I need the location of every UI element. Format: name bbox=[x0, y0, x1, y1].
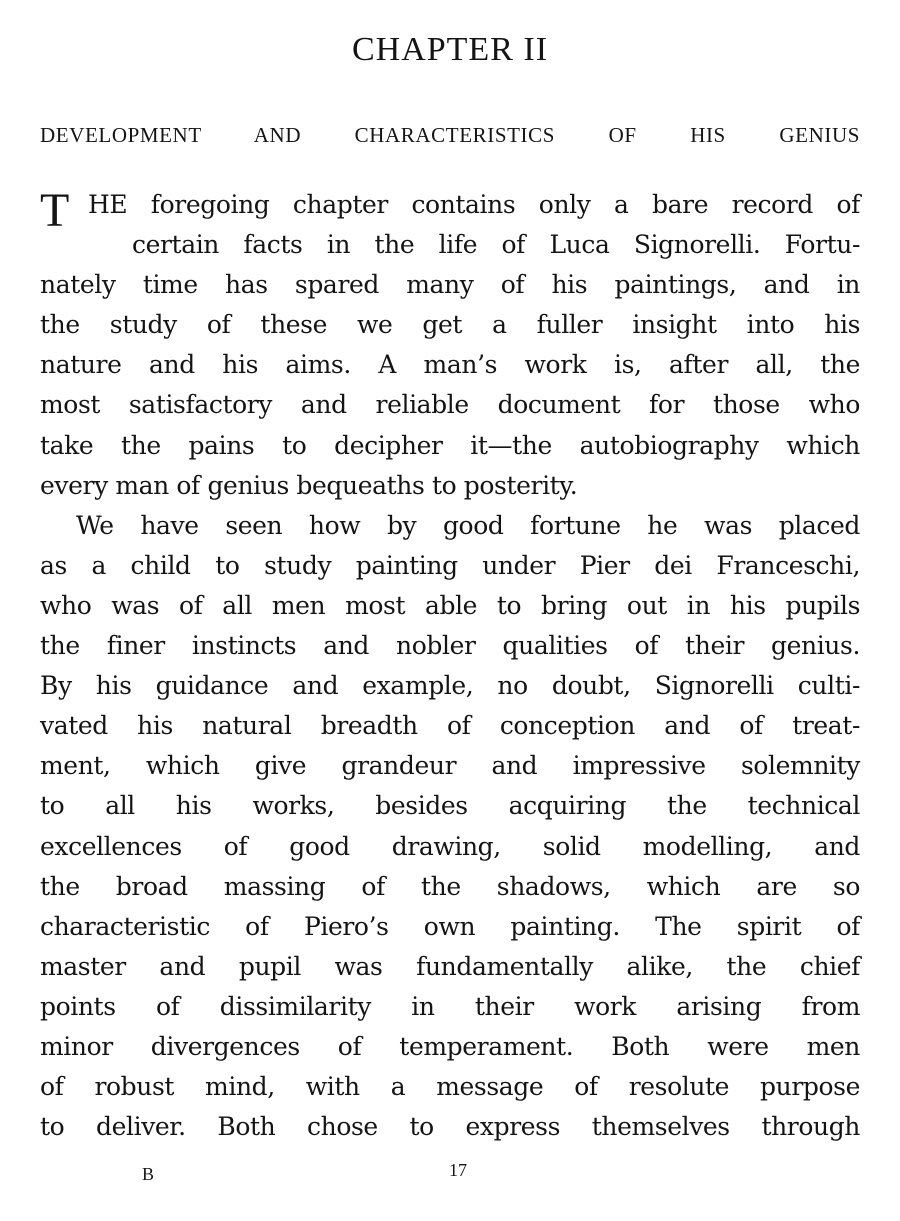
chapter-subtitle: DEVELOPMENT AND CHARACTERISTICS OF HIS GENIUS bbox=[40, 123, 860, 147]
text-line: most satisfactory and reliable document for those who bbox=[40, 390, 860, 420]
text-line: points of dissimilarity in their work arising from bbox=[40, 991, 860, 1021]
text-line: as a child to study painting under Pier dei Franceschi, bbox=[40, 550, 860, 580]
text-line: of robust mind, with a message of resolute purpose bbox=[40, 1072, 860, 1102]
text-line: to all his works, besides acquiring the technical bbox=[40, 791, 860, 821]
text-line-content: HE foregoing chapter contains only a bare record of bbox=[88, 190, 860, 219]
text-line: the study of these we get a fuller insight into his bbox=[40, 310, 860, 340]
text-line: vated his natural breadth of conception and of treat- bbox=[40, 711, 860, 741]
text-line: every man of genius bequeaths to posterity. bbox=[40, 470, 578, 500]
signature-mark: B bbox=[142, 1164, 155, 1184]
text-line: the broad massing of the shadows, which are so bbox=[40, 871, 860, 901]
drop-cap: T bbox=[40, 184, 69, 237]
text-line: ment, which give grandeur and impressive solemnity bbox=[40, 751, 860, 781]
text-line: minor divergences of temperament. Both were men bbox=[40, 1031, 860, 1061]
text-line: who was of all men most able to bring out in his pupils bbox=[40, 590, 860, 620]
text-line: nature and his aims. A man’s work is, after all, the bbox=[40, 350, 860, 380]
text-line bbox=[40, 184, 860, 237]
text-line: excellences of good drawing, solid modelling, and bbox=[40, 831, 860, 861]
text-line: the finer instincts and nobler qualities of their genius. bbox=[40, 631, 860, 661]
text-line: master and pupil was fundamentally alike, the chief bbox=[40, 951, 860, 981]
text-line: to deliver. Both chose to express themselves through bbox=[40, 1112, 860, 1142]
text-line: By his guidance and example, no doubt, Signorelli culti- bbox=[40, 671, 860, 701]
page-number: 17 bbox=[449, 1160, 467, 1180]
text-line: nately time has spared many of his paintings, and in bbox=[40, 270, 860, 300]
chapter-title: CHAPTER II bbox=[351, 31, 549, 68]
text-line: certain facts in the life of Luca Signorelli. Fortu- bbox=[132, 230, 860, 260]
text-line: We have seen how by good fortune he was placed bbox=[76, 510, 860, 540]
text-line: characteristic of Piero’s own painting. The spirit of bbox=[40, 911, 860, 941]
text-line: take the pains to decipher it—the autobiography which bbox=[40, 430, 860, 460]
body-text bbox=[40, 185, 860, 1147]
